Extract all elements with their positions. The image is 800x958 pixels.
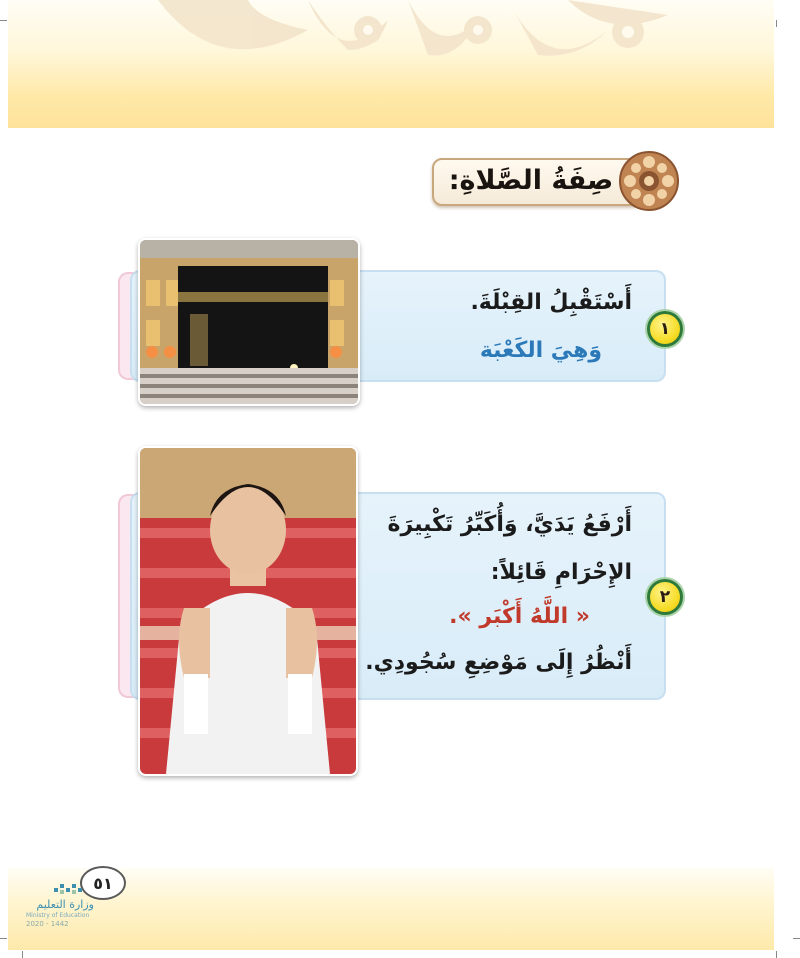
crop-mark (793, 938, 800, 939)
crop-mark (0, 20, 7, 21)
kaaba-photo (138, 238, 360, 406)
crop-mark (0, 938, 7, 939)
step-2-quote: « اللَّهُ أَكْبَر ». (449, 604, 590, 629)
ministry-name-english: Ministry of Education (26, 912, 90, 919)
step-2-line-3: أَنْظُرُ إِلَى مَوْضِعِ سُجُودِي. (365, 650, 632, 675)
section-title: صِفَةُ الصَّلاةِ: (448, 164, 614, 196)
ministry-logo-icon (52, 880, 88, 898)
boy-praying-photo (138, 446, 358, 776)
crop-mark (22, 951, 23, 958)
ministry-name-arabic: وزارة التعليم (36, 898, 94, 911)
crop-mark (776, 951, 777, 958)
step-1-number-badge: ١ (647, 311, 683, 347)
kaaba-image (140, 240, 358, 404)
section-title-block (432, 150, 680, 212)
step-2-line-2: الإِحْرَامِ قَائِلاً: (490, 560, 632, 585)
crop-mark (776, 20, 777, 27)
step-1-line-1: أَسْتَقْبِلُ القِبْلَةَ. (470, 290, 632, 315)
edition-year: 2020 - 1442 (26, 920, 69, 928)
step-2-line-1: أَرْفَعُ يَدَيَّ، وَأُكَبِّرُ تَكْبِيرَةَ (387, 512, 632, 537)
page-number: ٥١ (80, 866, 126, 900)
step-1-note: وَهِيَ الكَعْبَة (479, 338, 602, 363)
boy-praying-image (140, 448, 356, 774)
step-2-number-badge: ٢ (647, 579, 683, 615)
arabesque-ornament-icon (8, 0, 774, 80)
top-decorative-band (8, 0, 774, 128)
ornament-medallion-icon (618, 150, 680, 212)
ministry-logo (22, 880, 100, 926)
